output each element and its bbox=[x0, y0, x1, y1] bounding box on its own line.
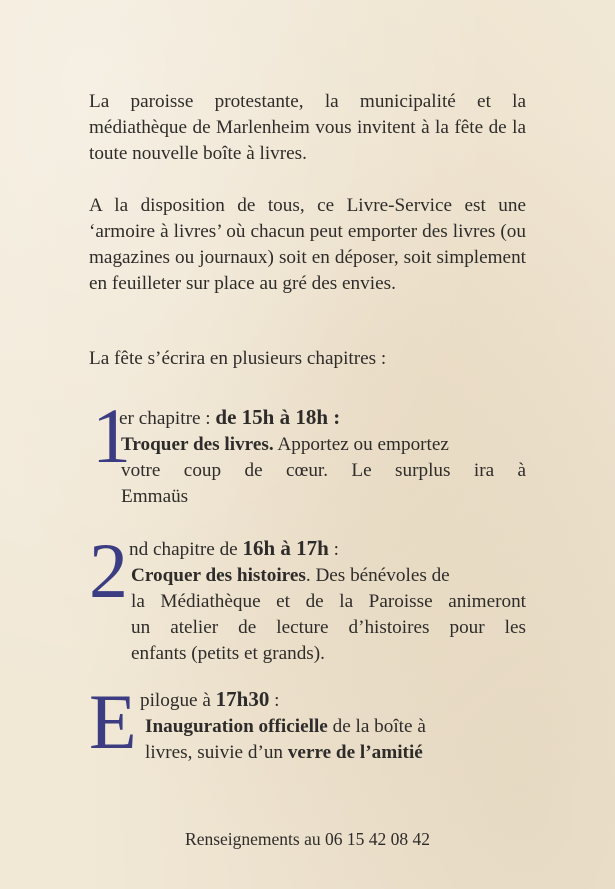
chapter-2-text bbox=[89, 527, 526, 667]
chapter-1-line-2 bbox=[89, 432, 526, 458]
chapter-2-heading bbox=[89, 535, 526, 563]
chapter-1-dropcap: 1 bbox=[92, 392, 131, 479]
epilogue-heading bbox=[89, 686, 526, 714]
chapter-1-ordinal: er chapitre : bbox=[119, 408, 216, 429]
epilogue-line-2 bbox=[89, 714, 526, 740]
chapter-2-ordinal: nd chapitre de bbox=[129, 539, 243, 560]
intro-paragraph-3: La fête s’écrira en plusieurs chapitres : bbox=[89, 348, 387, 369]
chapter-2-title: Croquer des histoires bbox=[131, 565, 306, 586]
footer-contact bbox=[0, 827, 615, 851]
chapter-2-dropcap: 2 bbox=[89, 527, 128, 614]
chapter-2-line-2 bbox=[89, 563, 526, 589]
chapter-1-text-b: votre coup de cœur. Le surplus ira à bbox=[121, 460, 526, 481]
epilogue-ordinal: pilogue à bbox=[140, 690, 216, 711]
epilogue-title: Inauguration officielle bbox=[145, 716, 328, 737]
chapter-1-text-a: Apportez ou emportez bbox=[273, 434, 449, 455]
intro-paragraph-1: La paroisse protestante, la municipalité et la médiathèque de Marlenheim vous invitent à la fête de la toute nouvelle boîte à livres. bbox=[89, 91, 526, 164]
chapter-2-text-c: un atelier de lecture d’histoires pour les bbox=[131, 617, 526, 638]
chapter-1-text-c: Emmaüs bbox=[121, 486, 189, 507]
chapter-2-text-b: la Médiathèque et de la Paroisse animeront bbox=[131, 591, 526, 612]
chapter-2-text-a: . Des bénévoles de bbox=[305, 565, 450, 586]
epilogue-time: 17h30 bbox=[215, 687, 270, 711]
epilogue-dropcap: E bbox=[89, 678, 137, 765]
epilogue-line-3 bbox=[89, 740, 526, 766]
intro-paragraph-2: A la disposition de tous, ce Livre-Service est une ‘armoire à livres’ où chacun peut emporter des livres (ou magazines ou journaux) soit en déposer, soit simplement en feuilleter sur place au gré des envies. bbox=[89, 195, 526, 294]
chapter-2-time-suffix: : bbox=[328, 539, 339, 560]
chapter-1-heading bbox=[89, 404, 526, 432]
chapter-1-text bbox=[89, 393, 526, 510]
epilogue-time-suffix: : bbox=[269, 690, 280, 711]
chapter-2-text-d: enfants (petits et grands). bbox=[131, 643, 325, 664]
epilogue-text-b-bold: verre de l’amitié bbox=[287, 742, 423, 763]
chapter-1-title: Troquer des livres. bbox=[121, 434, 274, 455]
epilogue-text-a: de la boîte à bbox=[327, 716, 426, 737]
chapter-2-time: 16h à 17h bbox=[242, 536, 329, 560]
epilogue-text-b-pre: livres, suivie d’un bbox=[145, 742, 288, 763]
epilogue-text bbox=[89, 678, 526, 766]
chapter-1-time: de 15h à 18h : bbox=[215, 405, 341, 429]
footer-text: Renseignements au 06 15 42 08 42 bbox=[185, 829, 430, 849]
